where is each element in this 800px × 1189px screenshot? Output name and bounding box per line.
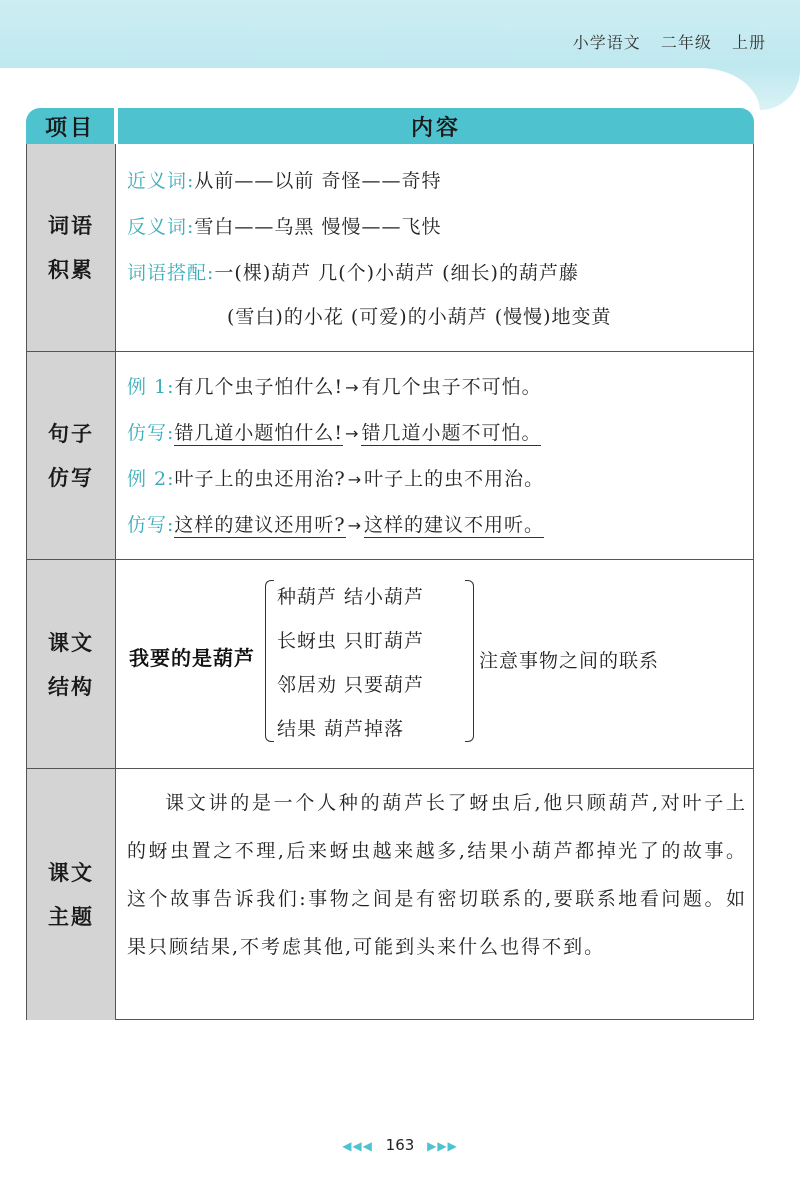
antonyms-text: 雪白——乌黑 慢慢——飞快	[194, 216, 442, 238]
column-header-content: 内容	[118, 108, 754, 144]
footer-right-marks: ▶▶▶	[427, 1139, 458, 1153]
table-row-text-structure	[27, 559, 753, 769]
story-title: 我要的是葫芦	[129, 646, 255, 670]
synonyms-text: 从前——以前 奇怪——奇特	[194, 170, 442, 192]
example-1-tag: 例 1:	[127, 376, 175, 398]
structure-item: 邻居劝 只要葫芦	[277, 674, 425, 696]
footer-left-marks: ◀◀◀	[342, 1139, 373, 1153]
example-1-left: 有几个虫子怕什么!	[174, 376, 344, 398]
imitation-1-tag: 仿写:	[127, 422, 175, 444]
row-content	[117, 352, 753, 560]
example-2-line	[127, 464, 544, 491]
table-row-sentence-imitation	[27, 351, 753, 560]
arrow-icon: →	[347, 516, 362, 535]
structure-item: 种葫芦 结小葫芦	[277, 586, 425, 608]
example-2-left: 叶子上的虫还用治?	[174, 468, 346, 490]
right-brace	[465, 580, 474, 742]
imitation-2-tag: 仿写:	[127, 514, 175, 536]
table-row-vocabulary	[27, 144, 753, 351]
page-number: 163	[385, 1136, 415, 1154]
collocation-tag: 词语搭配:	[127, 262, 215, 284]
table-body	[26, 144, 754, 1020]
arrow-icon: →	[345, 378, 360, 397]
row-label-line: 课文	[48, 630, 94, 655]
antonyms-line	[127, 212, 441, 239]
structure-item: 结果 葫芦掉落	[277, 718, 405, 740]
row-label-line: 句子	[48, 422, 94, 446]
left-brace	[265, 580, 274, 742]
row-label-line: 积累	[48, 257, 94, 282]
row-label-line: 主题	[48, 904, 94, 929]
column-header-item: 项目	[26, 108, 114, 144]
row-content	[117, 769, 753, 1020]
imitation-2-right: 这样的建议不用听。	[364, 514, 545, 536]
page-footer	[0, 1136, 800, 1154]
imitation-1-left: 错几道小题怕什么!	[174, 422, 344, 444]
arrow-icon: →	[347, 470, 363, 489]
row-label-line: 结构	[48, 674, 94, 699]
collocation-line	[127, 258, 579, 285]
imitation-2-line	[127, 510, 544, 537]
synonyms-tag: 近义词:	[127, 170, 195, 192]
row-label	[27, 144, 116, 351]
running-header	[559, 30, 766, 53]
example-1-right: 有几个虫子不可怕。	[361, 376, 542, 398]
example-1-line	[127, 372, 542, 399]
header-wave	[0, 68, 760, 112]
header-grade: 二年级	[660, 33, 712, 52]
row-content	[117, 560, 753, 769]
header-subject: 小学语文	[572, 33, 641, 52]
structure-item: 长蚜虫 只盯葫芦	[277, 630, 425, 652]
imitation-1-right: 错几道小题不可怕。	[361, 422, 542, 444]
structure-summary: 注意事物之间的联系	[479, 650, 660, 672]
row-label-line: 课文	[48, 860, 94, 885]
row-label	[27, 352, 116, 560]
synonyms-line	[127, 166, 441, 193]
example-2-tag: 例 2:	[127, 468, 175, 490]
row-label-line: 仿写	[48, 466, 94, 490]
example-2-right: 叶子上的虫不用治。	[364, 468, 545, 490]
antonyms-tag: 反义词:	[127, 216, 195, 238]
theme-paragraph: 课文讲的是一个人种的葫芦长了蚜虫后,他只顾葫芦,对叶子上的蚜虫置之不理,后来蚜虫越来越多,结果小葫芦都掉光了的故事。这个故事告诉我们:事物之间是有密切联系的,要联系地看问题。如果只顾结果,不考虑其他,可能到头来什么也得不到。	[127, 792, 747, 958]
row-content	[117, 144, 753, 351]
collocation-line-2: (雪白)的小花 (可爱)的小葫芦 (慢慢)地变黄	[227, 306, 612, 328]
row-label	[27, 560, 116, 769]
summary-table	[26, 108, 754, 1020]
row-label-line: 词语	[48, 213, 94, 238]
row-label	[27, 769, 116, 1020]
header-volume: 上册	[731, 33, 766, 52]
imitation-1-line	[127, 418, 541, 445]
imitation-2-left: 这样的建议还用听?	[174, 514, 346, 536]
collocation-text: 一(棵)葫芦 几(个)小葫芦 (细长)的葫芦藤	[214, 262, 579, 284]
table-row-theme	[27, 768, 753, 1020]
arrow-icon: →	[345, 424, 360, 443]
